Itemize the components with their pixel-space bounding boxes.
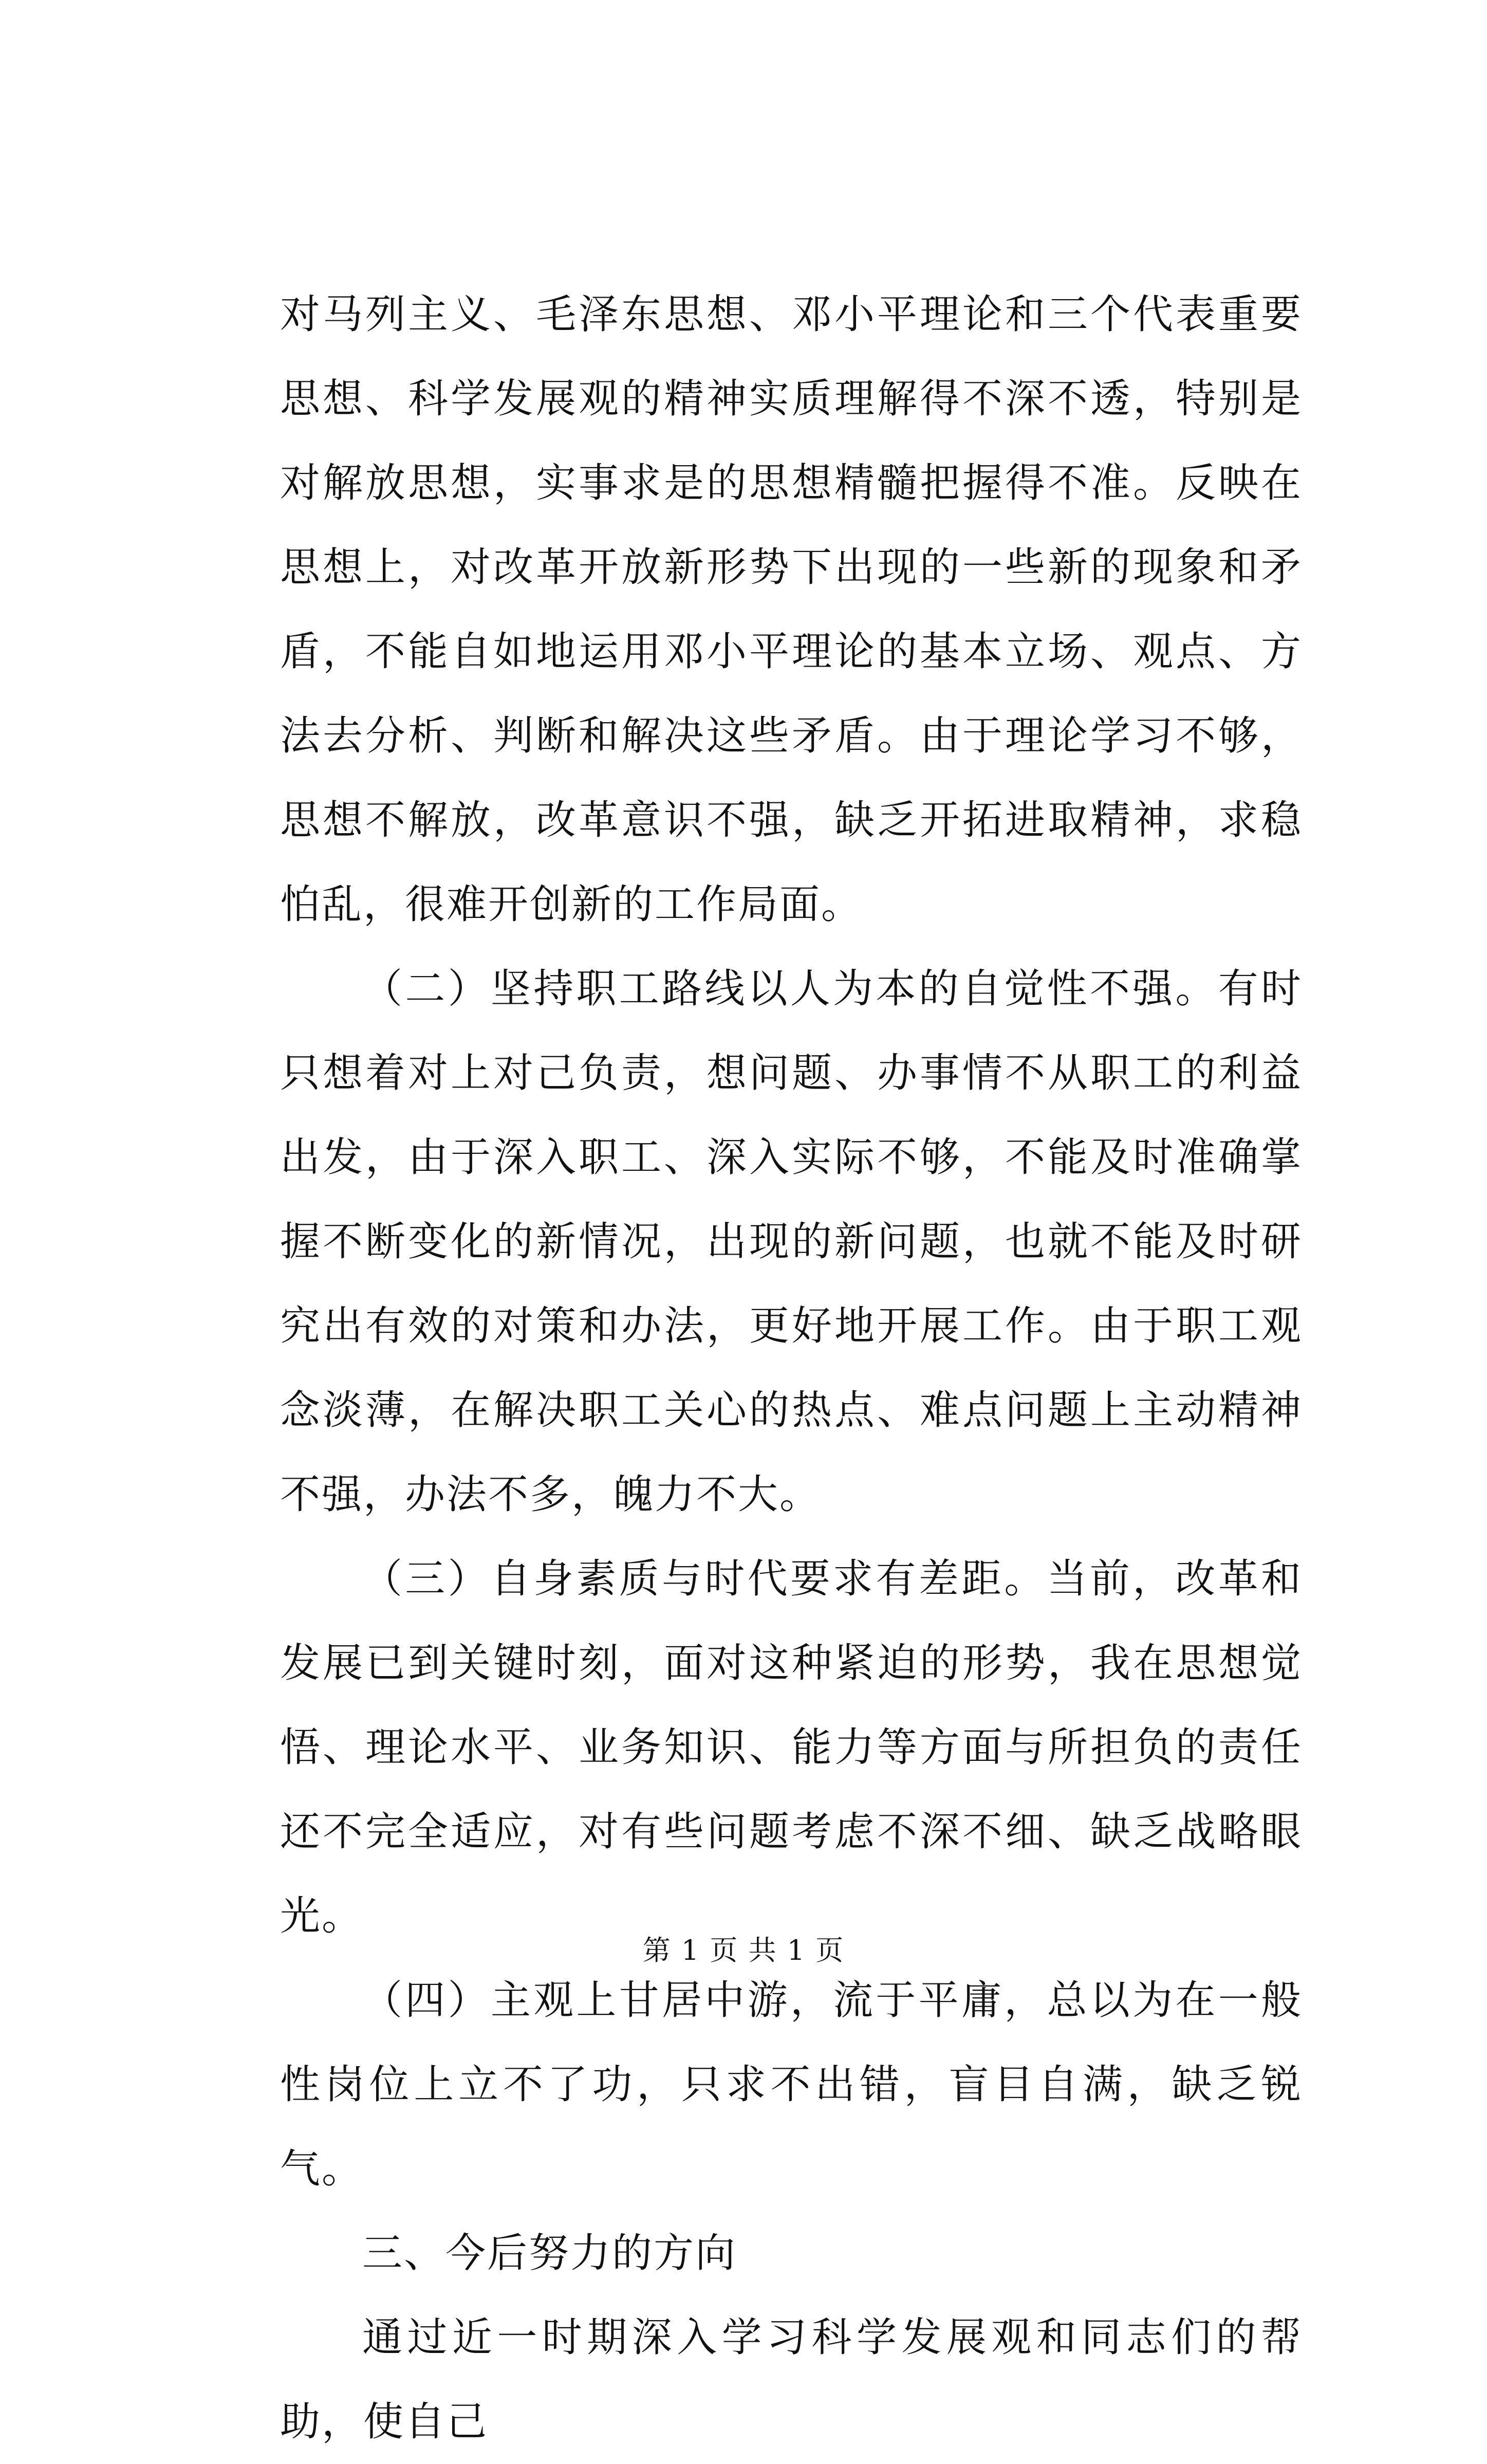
paragraph-section-4: （四）主观上甘居中游，流于平庸，总以为在一般性岗位上立不了功，只求不出错，盲目自满，缺乏锐气。 <box>280 1977 1303 2192</box>
document-body <box>280 272 1303 2464</box>
section-heading-future-direction: 三、今后努力的方向 <box>362 2230 737 2276</box>
paragraph-future-direction: 通过近一时期深入学习科学发展观和同志们的帮助，使自己 <box>280 2314 1303 2445</box>
paragraph-section-2: （二）坚持职工路线以人为本的自觉性不强。有时只想着对上对己负责，想问题、办事情不从职工的利益出发，由于深入职工、深入实际不够，不能及时准确掌握不断变化的新情况，出现的新问题，也就不能及时研究出有效的对策和办法，更好地开展工作。由于职工观念淡薄，在解决职工关心的热点、难点问题上主动精神不强，办法不多，魄力不大。 <box>280 966 1303 1518</box>
paragraph-section-3: （三）自身素质与时代要求有差距。当前，改革和发展已到关键时刻，面对这种紧迫的形势，我在思想觉悟、理论水平、业务知识、能力等方面与所担负的责任还不完全适应，对有些问题考虑不深不细、缺乏战略眼光。 <box>280 1556 1303 1939</box>
page-footer: 第 1 页 共 1 页 <box>642 1934 845 1966</box>
paragraph-continuation: 对马列主义、毛泽东思想、邓小平理论和三个代表重要思想、科学发展观的精神实质理解得不深不透，特别是对解放思想，实事求是的思想精髓把握得不准。反映在思想上，对改革开放新形势下出现的一些新的现象和矛盾，不能自如地运用邓小平理论的基本立场、观点、方法去分析、判断和解决这些矛盾。由于理论学习不够，思想不解放，改革意识不强，缺乏开拓进取精神，求稳怕乱，很难开创新的工作局面。 <box>280 291 1303 928</box>
